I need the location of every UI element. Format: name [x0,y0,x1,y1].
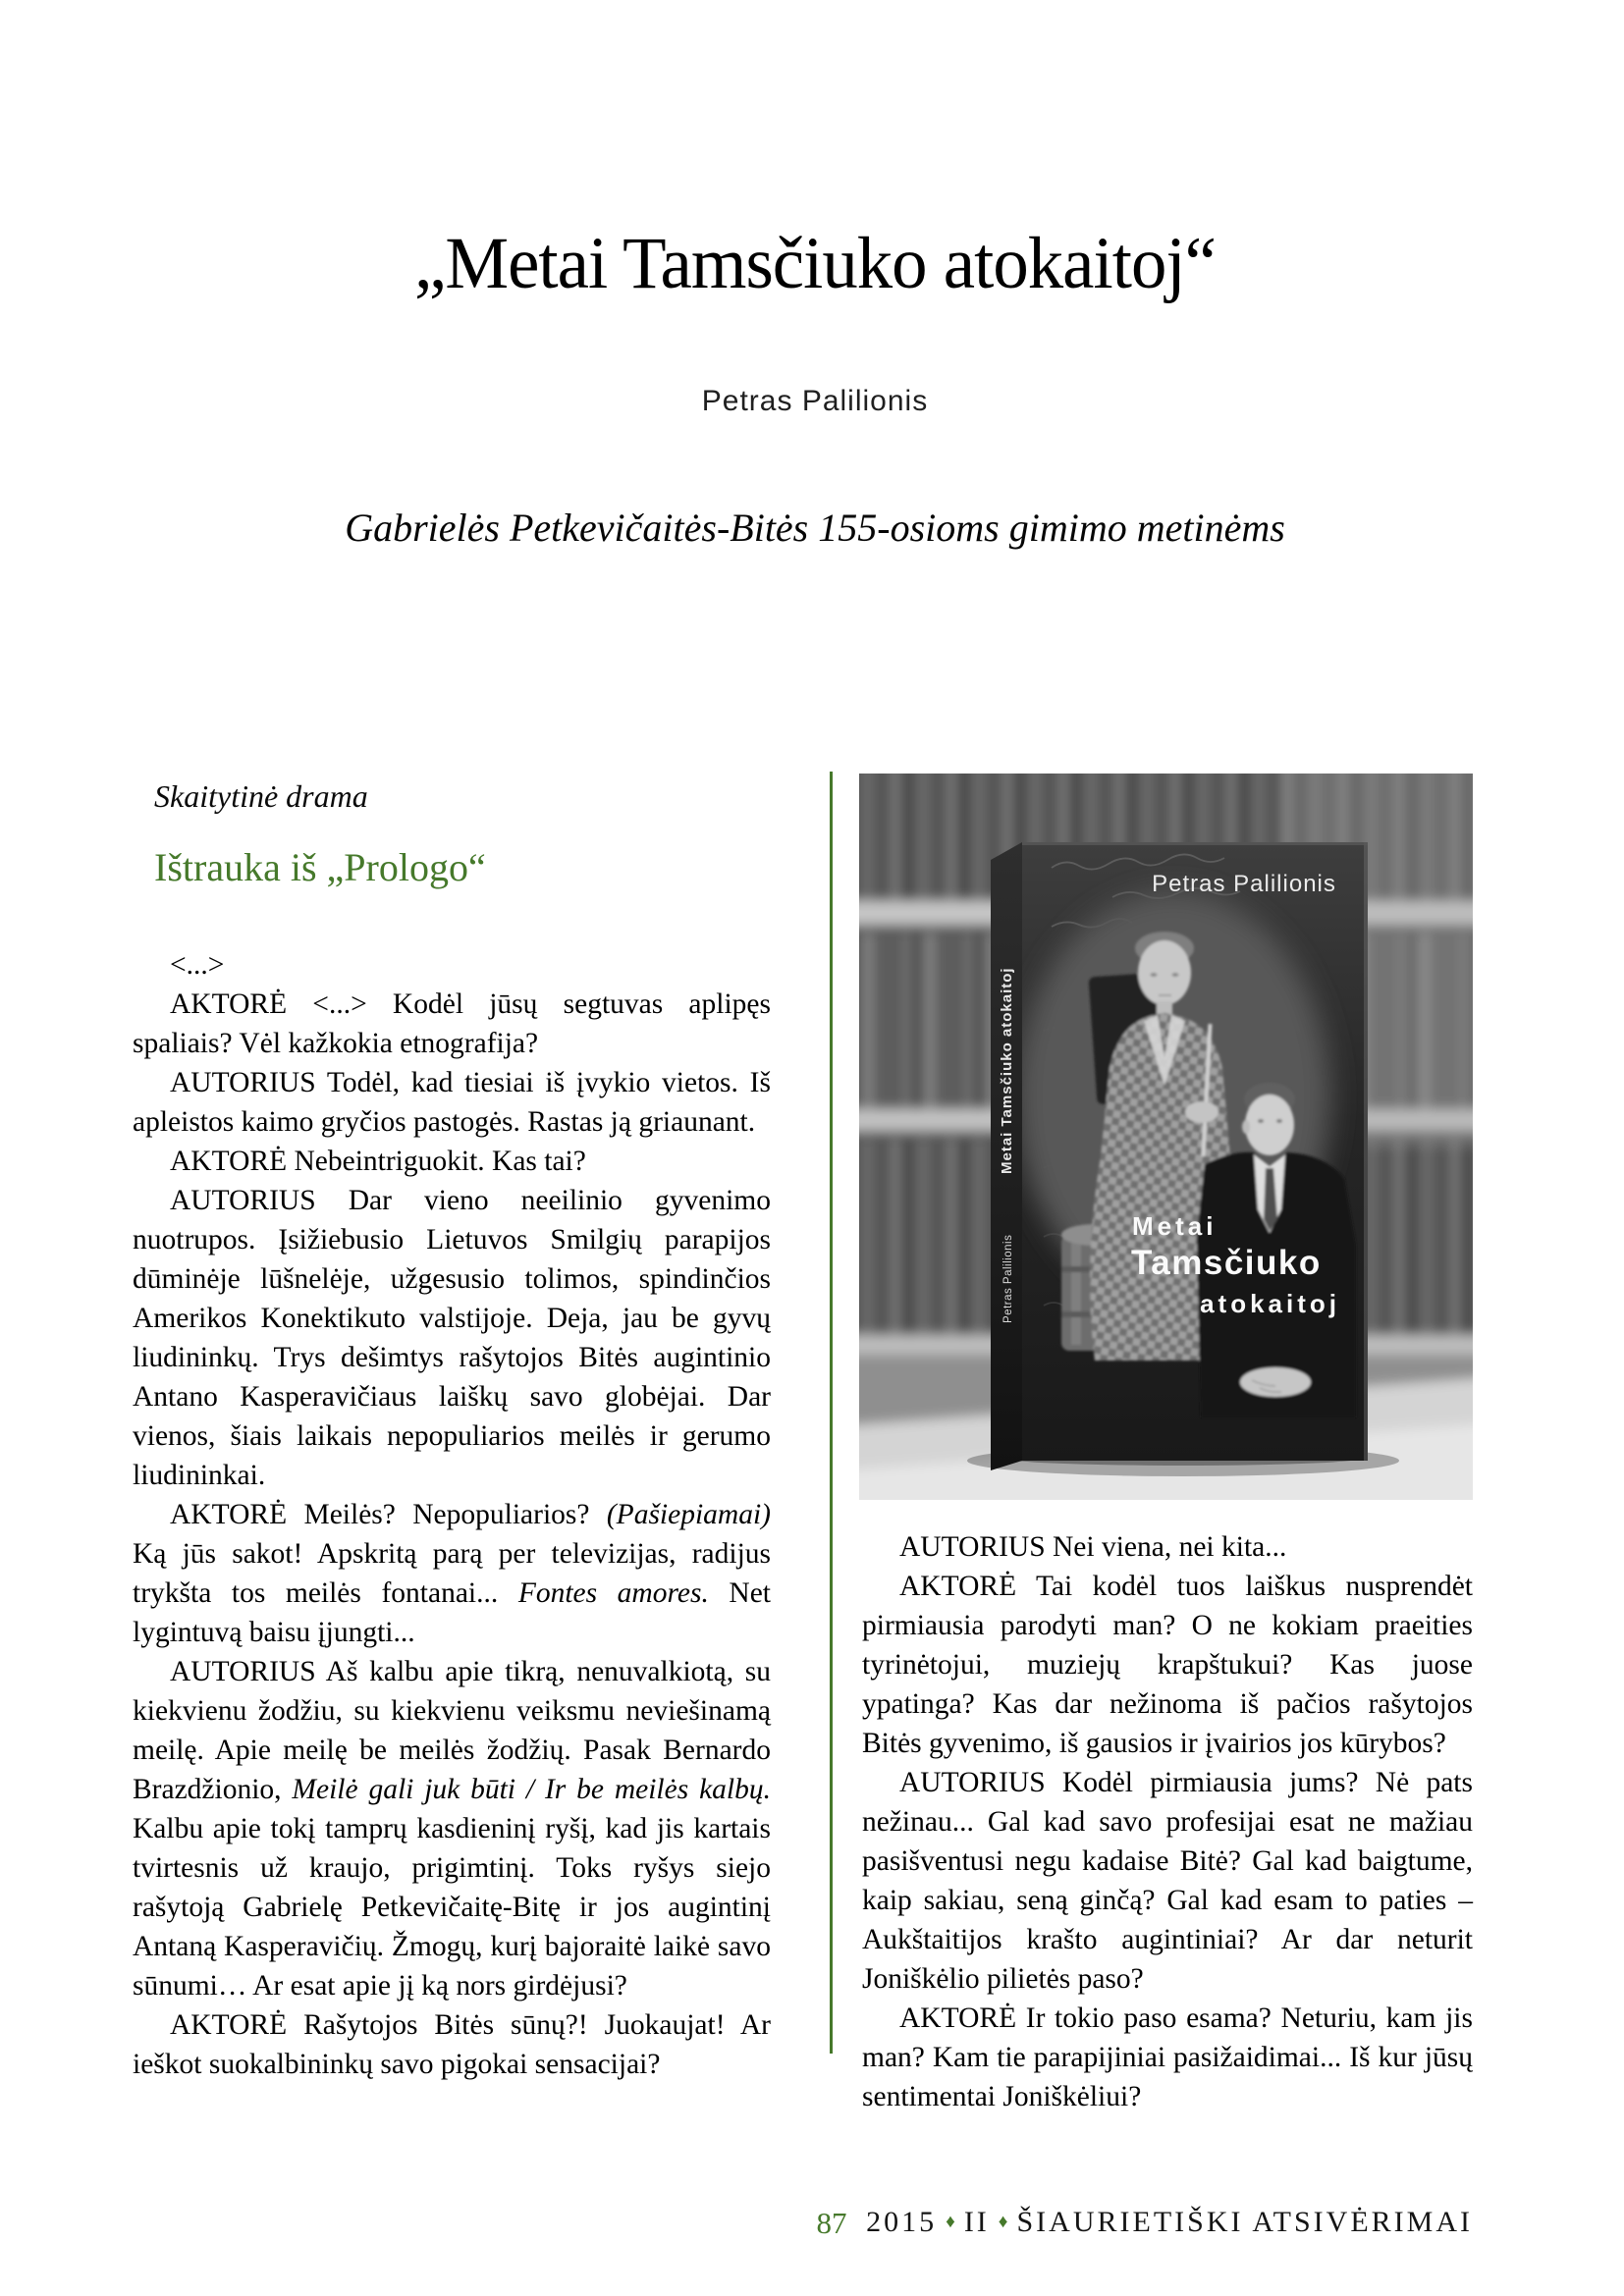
cover-title-line2: Tamsčiuko [1131,1244,1322,1282]
text-segment: AKTORĖ Rašytojos Bitės sūnų?! Juokaujat! Ar ieškot suokalbininkų savo pigokai sensacijai? [133,2009,771,2080]
italic-segment: Meilė gali juk būti / Ir be meilės kalbų. [292,1774,771,1805]
italic-segment: (Pašiepiamai) [606,1499,771,1530]
footer-issue: II [963,2206,990,2238]
spine-author-text: Petras Palilionis [1002,1234,1014,1323]
text-segment: AKTORĖ Tai kodėl tuos laiškus nusprendėt pirmiausia parodyti man? O ne kokiam praeities tyrinėtojui, muziejų krapštukui? Kas juose ypatinga? Kas dar nežinoma iš pačios rašytojos Bitės gyvenimo, iš gausios ir įvairios jos kūrybos? [862,1571,1473,1759]
article-author: Petras Palilionis [701,385,929,417]
spine-title-text: Metai Tamsčiuko atokaitoj [999,967,1015,1174]
drama-paragraph [133,2005,771,2084]
page-number: 87 [816,2206,847,2240]
drama-paragraph [133,1495,771,1652]
diamond-icon: ♦ [946,2212,955,2232]
drama-paragraph [133,985,771,1063]
text-segment: AUTORIUS Aš kalbu apie tikrą, nenuvalkiotą, su kiekvienu žodžiu, su kiekvienu veiksmu neviešinamą meilę. Apie meilę be meilės žodžių. Pasak Bernardo Brazdžionio, [133,1656,771,1805]
drama-paragraph [133,945,771,985]
text-segment: <...> [170,949,225,981]
man-face [1245,1095,1294,1155]
book-cover-photo [859,774,1473,1500]
cover-author-text: Petras Palilionis [1152,871,1336,897]
cover-title-line1: Metai [1132,1211,1218,1241]
diamond-icon: ♦ [998,2212,1008,2232]
drama-paragraph [133,1652,771,2005]
text-segment: AUTORIUS Nei viena, nei kita... [899,1531,1287,1563]
dedication-line: Gabrielės Petkevičaitės-Bitės 155-osioms gimimo metinėms [345,506,1285,550]
book [991,842,1368,1470]
drama-paragraph [862,1999,1473,2116]
text-segment: Ką jūs sakot! Apskritą parą per televizijas, radijus trykšta tos meilės fontanai... [133,1538,771,1609]
text-segment: AKTORĖ Nebeintriguokit. Kas tai? [170,1146,586,1177]
drama-paragraph [862,1763,1473,1999]
footer-journal-title: ŠIAURIETIŠKI ATSIVĖRIMAI [1016,2206,1473,2238]
cover-title-line3: atokaitoj [1200,1289,1340,1318]
drama-paragraph [133,1063,771,1142]
drama-paragraph [862,1527,1473,1567]
text-segment: AUTORIUS Kodėl pirmiausia jums? Nė pats nežinau... Gal kad savo profesijai esat ne mažiau pasišventusi negu kadaise Bitė? Gal kad baigtume, kaip sakiau, seną ginčą? Gal kad esam to paties – Aukštaitijos krašto augintiniai? Ar dar neturit Joniškėlio pilietės paso? [862,1767,1473,1995]
genre-label: Skaitytinė drama [154,778,368,814]
text-segment: AUTORIUS Dar vieno neeilinio gyvenimo nuotrupos. Įsižiebusio Lietuvos Smilgių parapijos dūminėje lūšnelėje, užgesusio tolimos, spindinčios Amerikos Konektikuto valstijoje. Deja, jau be gyvų liudininkų. Trys dešimtys rašytojos Bitės augintinio Antano Kasperavičiaus laiškų savo globėjai. Dar vienos, šiais laikais nepopuliarios meilės ir gerumo liudininkai. [133,1185,771,1491]
text-segment: AUTORIUS Todėl, kad tiesiai iš įvykio vietos. Iš apleistos kaimo gryčios pastogės. Rastas ją griaunant. [133,1067,771,1138]
text-segment: AKTORĖ Meilės? Nepopuliarios? [170,1499,607,1530]
column-divider-rule [830,772,833,2054]
drama-paragraph [862,1567,1473,1763]
left-text-column [133,945,771,2084]
right-text-column [862,1527,1473,2116]
page-title: „Metai Tamsčiuko atokaitoj“ [414,223,1216,304]
journal-footer [866,2206,1473,2239]
section-heading: Ištrauka iš „Prologo“ [154,845,486,889]
footer-year: 2015 [866,2206,938,2238]
drama-paragraph [133,1142,771,1181]
text-segment: Kalbu apie tokį tamprų kasdieninį ryšį, kad jis kartais tvirtesnis už kraujo, prigimtinį. Toks ryšys siejo rašytoją Gabrielę Petkevičaitę-Bitę ir jos augintinį Antaną Kasperavičių. Žmogų, kurį bajoraitė laikė savo sūnumi… Ar esat apie jį ką nors girdėjusi? [133,1813,771,2002]
book-photo-illustration [859,774,1473,1500]
text-segment: AKTORĖ <...> Kodėl jūsų segtuvas aplipęs spaliais? Vėl kažkokia etnografija? [133,988,771,1059]
text-segment: Net lygintuvą baisu įjungti... [133,1577,771,1648]
text-segment: AKTORĖ Ir tokio paso esama? Neturiu, kam jis man? Kam tie parapijiniai pasižaidimai... Iš kur jūsų sentimentai Joniškėliui? [862,2002,1473,2112]
italic-segment: Fontes amores. [517,1577,709,1609]
drama-paragraph [133,1181,771,1495]
